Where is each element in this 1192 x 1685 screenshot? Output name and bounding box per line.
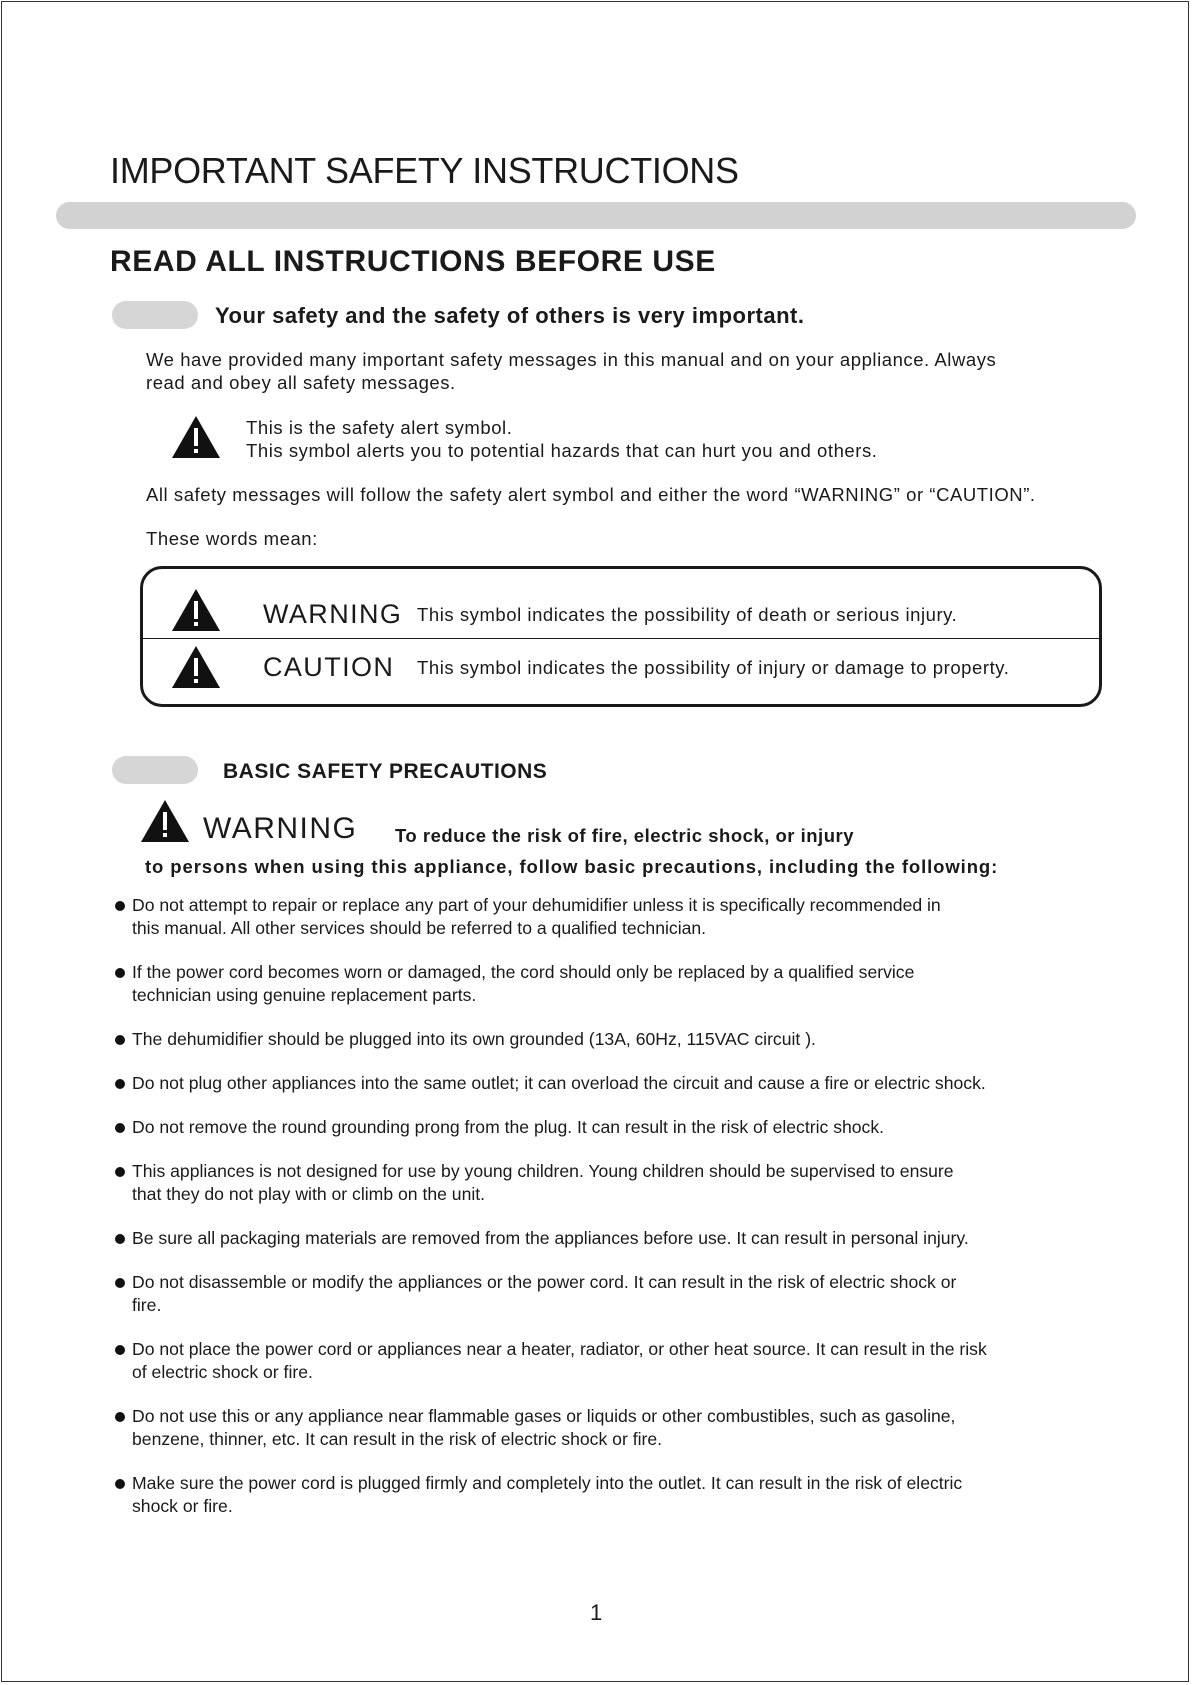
precaution-warning-text-2: to persons when using this appliance, follow basic precautions, including the following:	[145, 856, 999, 877]
precaution-line: Make sure the power cord is plugged firmly and completely into the outlet. It can result in the risk of electric	[132, 1473, 963, 1493]
page-number: 1	[590, 1600, 603, 1625]
precaution-item	[114, 1028, 1114, 1051]
precaution-line: technician using genuine replacement parts.	[132, 985, 477, 1005]
alert-line-1: This is the safety alert symbol.	[246, 417, 513, 438]
bullet-icon	[115, 1035, 125, 1045]
precaution-line: If the power cord becomes worn or damaged, the cord should only be replaced by a qualified service	[132, 962, 915, 982]
section-pill	[112, 756, 198, 784]
title-divider-bar	[56, 202, 1136, 229]
precaution-line: Do not disassemble or modify the appliances or the power cord. It can result in the risk of electric shock or	[132, 1272, 957, 1292]
precaution-line: benzene, thinner, etc. It can result in the risk of electric shock or fire.	[132, 1429, 663, 1449]
precaution-line: of electric shock or fire.	[132, 1362, 313, 1382]
bullet-icon	[115, 1278, 125, 1288]
section-pill	[112, 301, 198, 329]
alert-symbol-text	[246, 416, 877, 462]
precaution-item	[114, 1160, 1114, 1206]
bullet-icon	[115, 1345, 125, 1355]
alert-line-2: This symbol alerts you to potential hazards that can hurt you and others.	[246, 440, 878, 461]
precaution-item	[114, 1271, 1114, 1317]
bullet-icon	[115, 968, 125, 978]
safety-alert-icon	[172, 416, 220, 463]
precaution-line: Be sure all packaging materials are removed from the appliances before use. It can result in personal injury.	[132, 1228, 969, 1248]
precautions-list	[114, 894, 1114, 1539]
precaution-line: The dehumidifier should be plugged into its own grounded (13A, 60Hz, 115VAC circuit ).	[132, 1029, 816, 1049]
precaution-item	[114, 1116, 1114, 1139]
precaution-line: Do not use this or any appliance near flammable gases or liquids or other combustibles, such as gasoline,	[132, 1406, 956, 1426]
bullet-icon	[115, 1412, 125, 1422]
signal-word-caution: CAUTION	[263, 652, 395, 682]
intro-paragraph	[146, 348, 996, 394]
caution-alert-icon	[172, 646, 220, 693]
signal-words-box	[140, 566, 1102, 707]
precaution-line: shock or fire.	[132, 1496, 233, 1516]
precaution-line: Do not remove the round grounding prong from the plug. It can result in the risk of electric shock.	[132, 1117, 885, 1137]
precautions-heading: BASIC SAFETY PRECAUTIONS	[223, 760, 548, 783]
safety-heading: Your safety and the safety of others is very important.	[215, 303, 805, 328]
precaution-item	[114, 1227, 1114, 1250]
precaution-item	[114, 1072, 1114, 1095]
signal-word-warning: WARNING	[263, 599, 403, 629]
signal-divider	[143, 638, 1099, 639]
precaution-line: fire.	[132, 1295, 162, 1315]
precaution-line: this manual. All other services should be referred to a qualified technician.	[132, 918, 707, 938]
precaution-line: that they do not play with or climb on the unit.	[132, 1184, 486, 1204]
precaution-line: Do not plug other appliances into the same outlet; it can overload the circuit and cause a fire or electric shock.	[132, 1073, 986, 1093]
intro-line-2: read and obey all safety messages.	[146, 372, 456, 393]
signal-desc-warning: This symbol indicates the possibility of death or serious injury.	[417, 604, 958, 625]
words-mean-text: These words mean:	[146, 528, 318, 549]
precaution-warning-icon	[141, 800, 189, 847]
signal-desc-caution: This symbol indicates the possibility of injury or damage to property.	[417, 657, 1010, 678]
precaution-item	[114, 1338, 1114, 1384]
precaution-item	[114, 894, 1114, 940]
page-title: IMPORTANT SAFETY INSTRUCTIONS	[110, 150, 739, 191]
bullet-icon	[115, 1167, 125, 1177]
precaution-line: Do not attempt to repair or replace any part of your dehumidifier unless it is specifically recommended in	[132, 895, 941, 915]
precaution-item	[114, 1472, 1114, 1518]
read-instructions-heading: READ ALL INSTRUCTIONS BEFORE USE	[110, 245, 716, 278]
precaution-line: Do not place the power cord or appliances near a heater, radiator, or other heat source. It can result in the risk	[132, 1339, 987, 1359]
precaution-item	[114, 961, 1114, 1007]
precaution-item	[114, 1405, 1114, 1451]
precaution-line: This appliances is not designed for use by young children. Young children should be supervised to ensure	[132, 1161, 954, 1181]
precaution-warning-text-1: To reduce the risk of fire, electric shock, or injury	[395, 825, 854, 846]
bullet-icon	[115, 1479, 125, 1489]
precaution-warning-word: WARNING	[203, 812, 358, 845]
follow-text: All safety messages will follow the safety alert symbol and either the word “WARNING” or “CAUTION”.	[146, 484, 1036, 505]
intro-line-1: We have provided many important safety messages in this manual and on your appliance. Always	[146, 349, 997, 370]
bullet-icon	[115, 1079, 125, 1089]
warning-alert-icon	[172, 589, 220, 636]
bullet-icon	[115, 1234, 125, 1244]
bullet-icon	[115, 901, 125, 911]
bullet-icon	[115, 1123, 125, 1133]
